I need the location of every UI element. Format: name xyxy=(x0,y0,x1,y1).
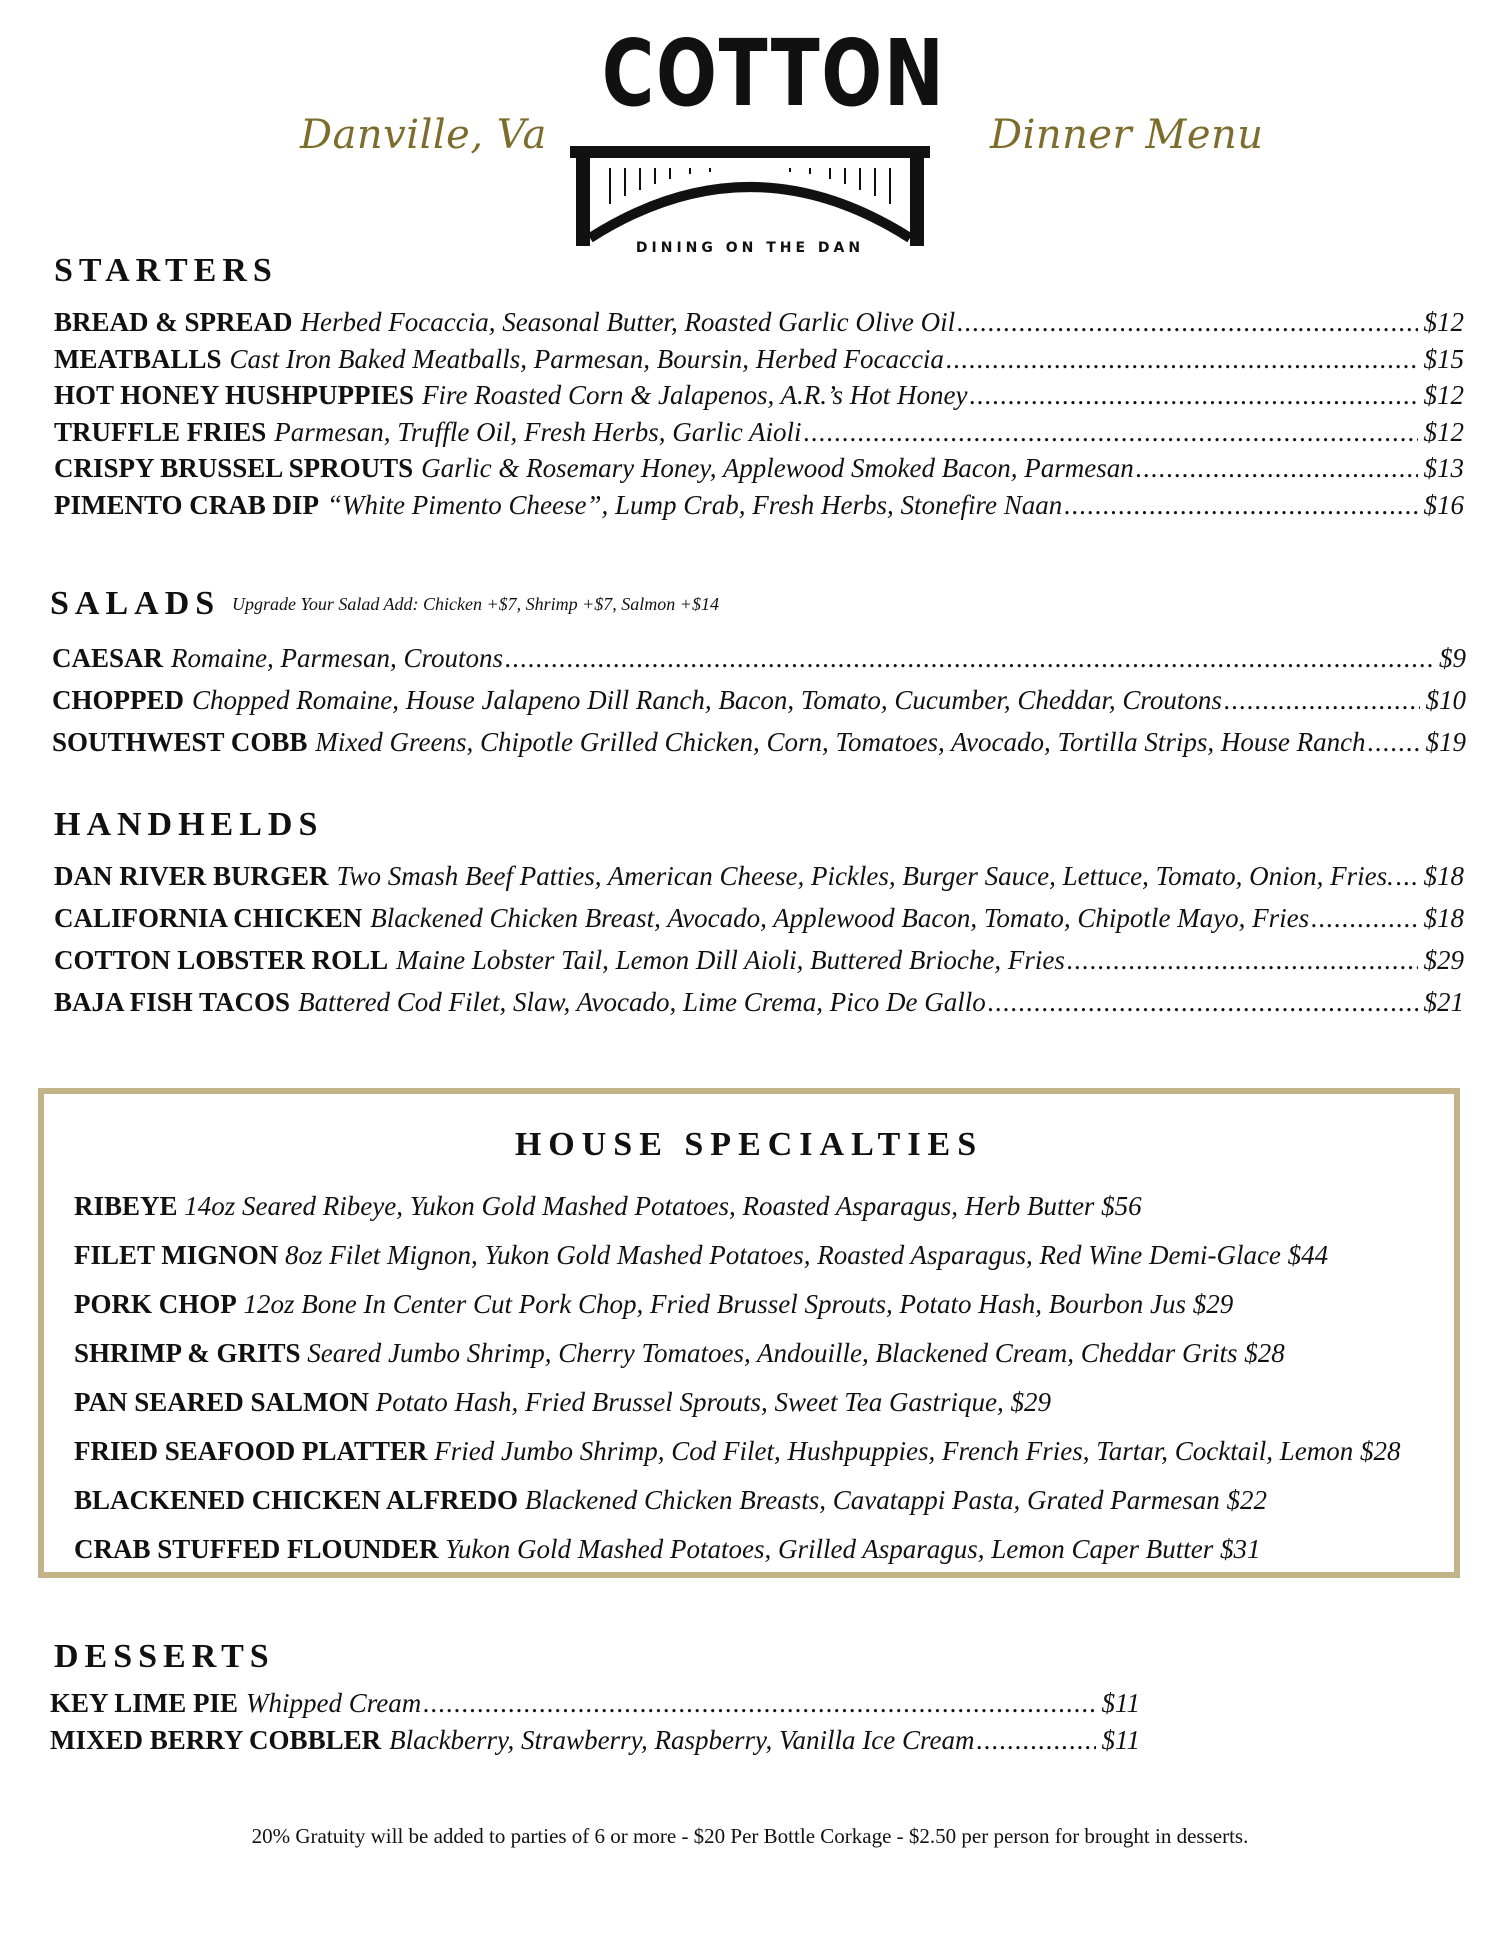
item-description: Maine Lobster Tail, Lemon Dill Aioli, Buttered Brioche, Fries xyxy=(396,945,1065,975)
item-price: $16 xyxy=(1423,489,1464,520)
item-description: Two Smash Beef Patties, American Cheese, Pickles, Burger Sauce, Lettuce, Tomato, Onion, Fries. xyxy=(336,861,1394,891)
item-description: Blackened Chicken Breast, Avocado, Applewood Bacon, Tomato, Chipotle Mayo, Fries xyxy=(370,903,1310,933)
dot-leader xyxy=(505,640,1433,676)
dot-leader xyxy=(977,1722,1096,1758)
item-description: Parmesan, Truffle Oil, Fresh Herbs, Garlic Aioli xyxy=(274,416,802,447)
item-name: SOUTHWEST COBB xyxy=(52,727,308,757)
item-description: 8oz Filet Mignon, Yukon Gold Mashed Potatoes, Roasted Asparagus, Red Wine Demi-Glace $44 xyxy=(285,1240,1329,1270)
menu-item xyxy=(54,858,1464,894)
specialty-item xyxy=(74,1188,1142,1224)
item-price: $29 xyxy=(1423,945,1464,975)
specialty-item xyxy=(74,1335,1285,1371)
dot-leader xyxy=(1396,858,1418,894)
item-name: FRIED SEAFOOD PLATTER xyxy=(74,1436,428,1466)
item-name: TRUFFLE FRIES xyxy=(54,416,267,447)
logo-wordmark: COTTON xyxy=(601,20,946,127)
specialty-item xyxy=(74,1482,1267,1518)
item-name: PORK CHOP xyxy=(74,1289,237,1319)
dot-leader xyxy=(957,304,1417,340)
item-description: Battered Cod Filet, Slaw, Avocado, Lime Crema, Pico De Gallo xyxy=(298,987,986,1017)
item-description: Potato Hash, Fried Brussel Sprouts, Sweet Tea Gastrique, $29 xyxy=(375,1387,1052,1417)
specialty-item xyxy=(74,1433,1401,1469)
specialty-item xyxy=(74,1237,1328,1273)
item-price: $9 xyxy=(1439,643,1466,673)
item-price: $18 xyxy=(1423,903,1464,933)
item-description: Blackened Chicken Breasts, Cavatappi Pasta, Grated Parmesan $22 xyxy=(524,1485,1267,1515)
item-name: SHRIMP & GRITS xyxy=(74,1338,301,1368)
specialty-item xyxy=(74,1286,1233,1322)
item-name: PIMENTO CRAB DIP xyxy=(54,489,320,520)
item-name: BREAD & SPREAD xyxy=(54,307,293,337)
house-specialties-box xyxy=(38,1088,1460,1578)
item-price: $13 xyxy=(1423,453,1464,483)
handhelds-heading: HANDHELDS xyxy=(54,806,324,843)
item-name: CALIFORNIA CHICKEN xyxy=(54,903,363,933)
item-description: Fire Roasted Corn & Jalapenos, A.R.’s Hot Honey xyxy=(422,380,968,410)
item-name: COTTON LOBSTER ROLL xyxy=(54,945,389,975)
item-price: $12 xyxy=(1423,380,1464,410)
item-description: Yukon Gold Mashed Potatoes, Grilled Asparagus, Lemon Caper Butter $31 xyxy=(445,1534,1261,1564)
item-name: HOT HONEY HUSHPUPPIES xyxy=(54,380,415,410)
menu-item xyxy=(52,682,1466,718)
menu-name-text: Dinner Menu xyxy=(990,112,1264,158)
item-price: $21 xyxy=(1423,987,1464,1017)
item-description: Cast Iron Baked Meatballs, Parmesan, Boursin, Herbed Focaccia xyxy=(229,343,944,374)
item-price: $12 xyxy=(1423,416,1464,447)
menu-item xyxy=(52,640,1466,676)
dot-leader xyxy=(804,414,1418,450)
starters-heading: STARTERS xyxy=(54,252,278,289)
dot-leader xyxy=(970,377,1418,413)
dot-leader xyxy=(1136,450,1418,486)
item-price: $19 xyxy=(1425,727,1466,757)
menu-item xyxy=(50,1685,1140,1721)
item-name: PAN SEARED SALMON xyxy=(74,1387,370,1417)
menu-item xyxy=(54,900,1464,936)
menu-item xyxy=(54,942,1464,978)
menu-item xyxy=(54,414,1464,450)
item-description: “White Pimento Cheese”, Lump Crab, Fresh Herbs, Stonefire Naan xyxy=(327,489,1063,520)
item-description: Herbed Focaccia, Seasonal Butter, Roasted Garlic Olive Oil xyxy=(300,307,956,337)
dot-leader xyxy=(423,1685,1095,1721)
menu-item xyxy=(54,984,1464,1020)
item-description: Romaine, Parmesan, Croutons xyxy=(171,643,504,673)
item-description: Whipped Cream xyxy=(246,1688,422,1718)
salad-upgrade-note: Upgrade Your Salad Add: Chicken +$7, Shrimp +$7, Salmon +$14 xyxy=(232,594,719,614)
dot-leader xyxy=(1224,682,1420,718)
salads-heading: SALADS xyxy=(50,585,221,622)
item-name: DAN RIVER BURGER xyxy=(54,861,329,891)
item-description: Garlic & Rosemary Honey, Applewood Smoked Bacon, Parmesan xyxy=(421,453,1134,483)
menu-item xyxy=(54,450,1464,486)
dot-leader xyxy=(1064,487,1417,523)
menu-item xyxy=(54,487,1464,523)
item-price: $15 xyxy=(1423,343,1464,374)
item-price: $12 xyxy=(1423,307,1464,337)
house-specialties-heading: HOUSE SPECIALTIES xyxy=(514,1126,984,1163)
bridge-icon xyxy=(570,146,930,246)
item-name: KEY LIME PIE xyxy=(50,1688,239,1718)
dot-leader xyxy=(1368,724,1420,760)
item-price: $11 xyxy=(1101,1724,1140,1755)
specialty-item xyxy=(74,1384,1051,1420)
item-name: FILET MIGNON xyxy=(74,1240,279,1270)
item-name: CHOPPED xyxy=(52,685,184,715)
footer-policy-note: 20% Gratuity will be added to parties of 6 or more - $20 Per Bottle Corkage - $2.50 per person for brought in desserts. xyxy=(251,1824,1249,1848)
menu-item xyxy=(54,304,1464,340)
item-name: MEATBALLS xyxy=(54,343,222,374)
menu-item xyxy=(54,341,1464,377)
logo-tagline: DINING ON THE DAN xyxy=(635,240,865,256)
item-description: Seared Jumbo Shrimp, Cherry Tomatoes, Andouille, Blackened Cream, Cheddar Grits $28 xyxy=(307,1338,1285,1368)
dot-leader xyxy=(1067,942,1418,978)
item-description: 12oz Bone In Center Cut Pork Chop, Fried Brussel Sprouts, Potato Hash, Bourbon Jus $29 xyxy=(243,1289,1234,1319)
dot-leader xyxy=(946,341,1418,377)
item-price: $11 xyxy=(1101,1688,1140,1718)
item-name: BLACKENED CHICKEN ALFREDO xyxy=(74,1485,519,1515)
item-name: CAESAR xyxy=(52,643,164,673)
item-name: RIBEYE xyxy=(74,1191,178,1221)
item-name: MIXED BERRY COBBLER xyxy=(50,1724,382,1755)
item-name: CRISPY BRUSSEL SPROUTS xyxy=(54,453,414,483)
specialty-item xyxy=(74,1531,1261,1567)
item-description: 14oz Seared Ribeye, Yukon Gold Mashed Potatoes, Roasted Asparagus, Herb Butter $56 xyxy=(184,1191,1142,1221)
item-description: Mixed Greens, Chipotle Grilled Chicken, Corn, Tomatoes, Avocado, Tortilla Strips, House Ranch xyxy=(315,727,1366,757)
item-price: $18 xyxy=(1423,861,1464,891)
dot-leader xyxy=(988,984,1418,1020)
item-price: $10 xyxy=(1425,685,1466,715)
item-description: Fried Jumbo Shrimp, Cod Filet, Hushpuppies, French Fries, Tartar, Cocktail, Lemon $28 xyxy=(434,1436,1401,1466)
menu-item xyxy=(52,724,1466,760)
item-description: Chopped Romaine, House Jalapeno Dill Ranch, Bacon, Tomato, Cucumber, Cheddar, Croutons xyxy=(192,685,1222,715)
item-description: Blackberry, Strawberry, Raspberry, Vanilla Ice Cream xyxy=(389,1724,975,1755)
menu-item xyxy=(54,377,1464,413)
desserts-heading: DESSERTS xyxy=(54,1638,275,1675)
item-name: CRAB STUFFED FLOUNDER xyxy=(74,1534,439,1564)
location-text: Danville, Va xyxy=(300,112,547,158)
menu-item xyxy=(50,1722,1140,1758)
cotton-logo xyxy=(560,20,946,263)
dot-leader xyxy=(1311,900,1417,936)
item-name: BAJA FISH TACOS xyxy=(54,987,291,1017)
